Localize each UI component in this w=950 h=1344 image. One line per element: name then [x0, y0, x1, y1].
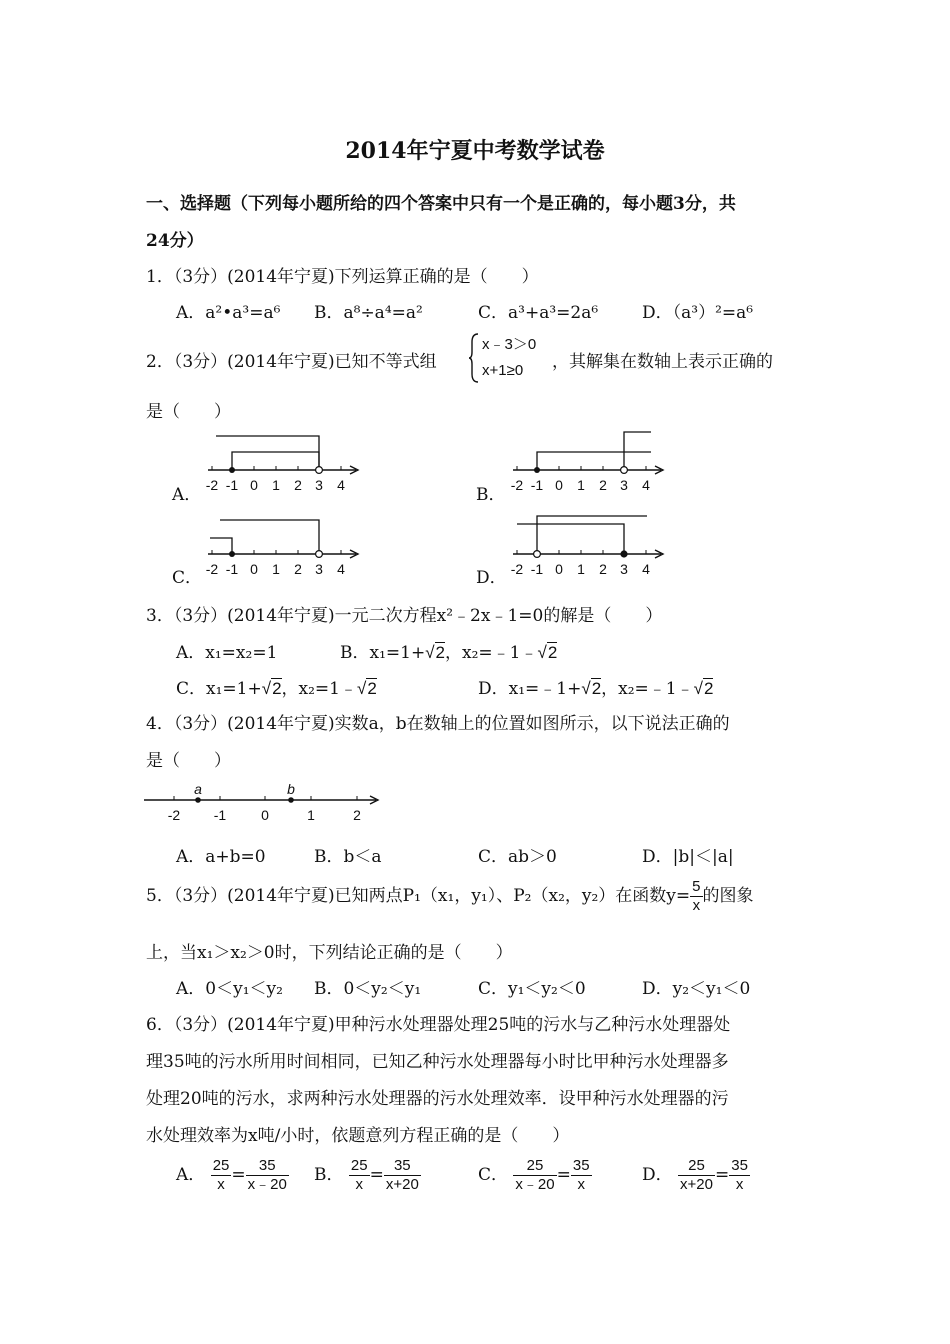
q2-stem-c: 是（ ） — [146, 402, 231, 422]
sqrt-symbol: √2 — [261, 679, 282, 698]
q3-stem: 3．（3分）(2014年宁夏)一元二次方程x²﹣2x﹣1=0的解是（ ） — [146, 606, 663, 626]
q2-inequality-2: x+1≥0 — [482, 362, 524, 379]
sqrt-symbol: √2 — [581, 679, 602, 698]
tick-label: 1 — [307, 807, 315, 823]
q3-option-a: A．x₁=x₂=1 — [176, 643, 278, 663]
q1-option-d: D．（a³）²=a⁶ — [642, 303, 754, 323]
q6-line2: 理35吨的污水所用时间相同，已知乙种污水处理器每小时比甲种污水处理器多 — [146, 1052, 729, 1072]
tick-label: 2 — [294, 477, 302, 493]
tick-label: 1 — [272, 561, 280, 577]
tick-label: -1 — [225, 561, 239, 577]
tick-label: 4 — [642, 561, 650, 577]
tick-label: -1 — [530, 561, 544, 577]
q6-line4: 水处理效率为x吨/小时，依题意列方程正确的是（ ） — [146, 1126, 570, 1146]
tick-label: -1 — [213, 807, 227, 823]
q4-number-line — [144, 782, 384, 826]
section-heading-line1: 一、选择题（下列每小题所给的四个答案中只有一个是正确的，每小题3分，共 — [146, 194, 736, 214]
tick-label: 2 — [294, 561, 302, 577]
q3-option-b: B．x₁=1+√2，x₂=﹣1﹣√2 — [340, 643, 558, 663]
q6-option-c: C． $\frac{25}{x﹣20}$ = $\frac{35}{x}$ — [478, 1157, 590, 1193]
q4-option-d: D．|b|＜|a| — [642, 847, 734, 867]
q5-option-b: B．0＜y₂＜y₁ — [314, 979, 422, 999]
point-b-label: b — [287, 782, 295, 797]
q3-option-c: C．x₁=1+√2，x₂=1﹣√2 — [176, 679, 377, 699]
tick-label: -2 — [167, 807, 181, 823]
tick-label: 0 — [555, 477, 563, 493]
q3-option-d: D．x₁=﹣1+√2，x₂=﹣1﹣√2 — [478, 679, 714, 699]
section-heading-line2: 24分） — [146, 231, 204, 251]
q2-number-line-d — [505, 514, 670, 580]
q6-line3: 处理20吨的污水，求两种污水处理器的污水处理效率．设甲种污水处理器的污 — [146, 1089, 729, 1109]
q2-inequality-1: x﹣3＞0 — [482, 336, 537, 353]
q2-label-b: B． — [476, 485, 506, 505]
q1-option-b: B．a⁸÷a⁴=a² — [314, 303, 423, 323]
tick-label: 3 — [315, 561, 323, 577]
tick-label: 2 — [599, 561, 607, 577]
tick-label: 3 — [620, 477, 628, 493]
sqrt-symbol: √2 — [425, 643, 446, 662]
q4-stem-b: 是（ ） — [146, 751, 231, 771]
page-title: 2014年宁夏中考数学试卷 — [345, 138, 605, 164]
q4-stem-a: 4．（3分）(2014年宁夏)实数a，b在数轴上的位置如图所示，以下说法正确的 — [146, 714, 730, 734]
q5-option-c: C．y₁＜y₂＜0 — [478, 979, 586, 999]
tick-label: 0 — [250, 561, 258, 577]
q4-option-c: C．ab＞0 — [478, 847, 557, 867]
tick-label: 1 — [577, 561, 585, 577]
tick-label: -2 — [510, 477, 524, 493]
q2-label-c: C． — [172, 568, 203, 588]
tick-label: 4 — [337, 561, 345, 577]
sqrt-symbol: √2 — [537, 643, 558, 662]
q5-option-d: D．y₂＜y₁＜0 — [642, 979, 751, 999]
q2-label-d: D． — [476, 568, 507, 588]
tick-label: 0 — [555, 561, 563, 577]
q6-option-b: B． $\frac{25}{x}$ = $\frac{35}{x+20}$ — [314, 1157, 419, 1193]
tick-label: -1 — [225, 477, 239, 493]
sqrt-symbol: √2 — [693, 679, 714, 698]
tick-label: 1 — [577, 477, 585, 493]
q2-label-a: A． — [172, 485, 202, 505]
q5-stem-a: 5．（3分）(2014年宁夏)已知两点P₁（x₁，y₁）、P₂（x₂，y₂）在函数y= $\frac{5}{x}$ 的图象 — [146, 878, 754, 914]
tick-label: 4 — [337, 477, 345, 493]
q6-option-a: A． $\frac{25}{x}$ = $\frac{35}{x﹣20}$ — [176, 1157, 287, 1193]
tick-label: -2 — [205, 477, 219, 493]
q1-stem: 1．（3分）(2014年宁夏)下列运算正确的是（ ） — [146, 267, 539, 287]
tick-label: 3 — [620, 561, 628, 577]
q6-line1: 6．（3分）(2014年宁夏)甲种污水处理器处理25吨的污水与乙种污水处理器处 — [146, 1015, 731, 1035]
tick-label: -2 — [205, 561, 219, 577]
point-a-label: a — [194, 782, 202, 797]
tick-label: 3 — [315, 477, 323, 493]
q2-number-line-c — [200, 514, 365, 580]
tick-label: -1 — [530, 477, 544, 493]
q6-option-d: D． $\frac{25}{x+20}$ = $\frac{35}{x}$ — [642, 1157, 748, 1193]
tick-label: 2 — [353, 807, 361, 823]
q5-option-a: A．0＜y₁＜y₂ — [176, 979, 283, 999]
q2-system-brace — [468, 332, 480, 384]
q1-option-a: A．a²•a³=a⁶ — [176, 303, 281, 323]
tick-label: 2 — [599, 477, 607, 493]
q5-stem-c: 上，当x₁＞x₂＞0时，下列结论正确的是（ ） — [146, 943, 513, 963]
q5-fraction: $\frac{5}{x}$ — [692, 878, 701, 914]
tick-label: 0 — [250, 477, 258, 493]
tick-label: 4 — [642, 477, 650, 493]
q2-stem-b: ，其解集在数轴上表示正确的 — [552, 352, 773, 372]
tick-label: 1 — [272, 477, 280, 493]
q2-number-line-a — [200, 430, 365, 496]
q2-number-line-b — [505, 430, 670, 496]
sqrt-symbol: √2 — [357, 679, 377, 698]
q1-option-c: C．a³+a³=2a⁶ — [478, 303, 599, 323]
q4-option-a: A．a+b=0 — [176, 847, 266, 867]
tick-label: -2 — [510, 561, 524, 577]
tick-label: 0 — [261, 807, 269, 823]
q2-stem-a: 2．（3分）(2014年宁夏)已知不等式组 — [146, 352, 437, 372]
q4-option-b: B．b＜a — [314, 847, 382, 867]
